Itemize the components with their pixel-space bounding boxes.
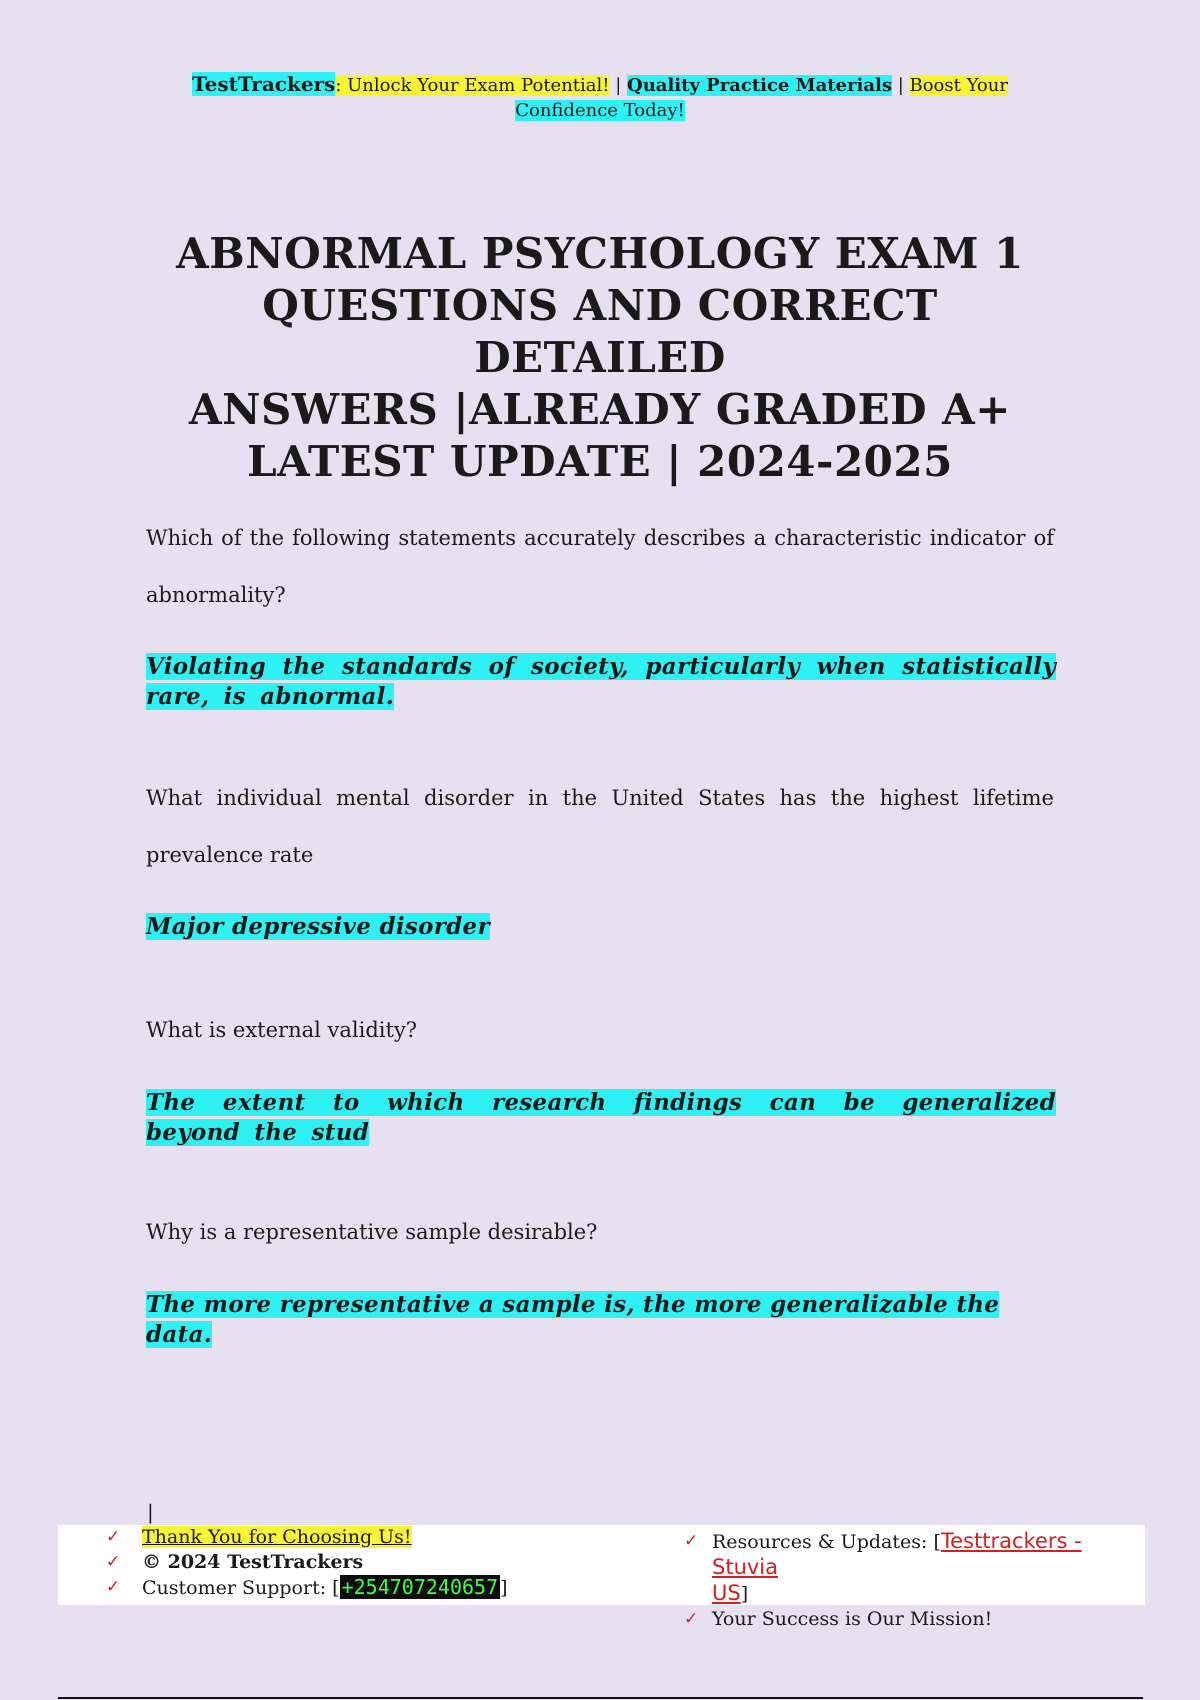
question-1: Which of the following statements accurately describes a characteristic indicator of abnormality?	[146, 526, 1054, 607]
title-line-3: ANSWERS |ALREADY GRADED A+	[189, 385, 1011, 434]
question-2: What individual mental disorder in the United States has the highest lifetime prevalence rate	[146, 786, 1054, 867]
check-icon: ✓	[684, 1609, 699, 1629]
header-separator: |	[891, 75, 910, 96]
resources-bracket-close: ]	[740, 1583, 749, 1605]
copyright-text: © 2024 TestTrackers	[142, 1551, 364, 1573]
answer-2-text: Major depressive disorder	[146, 913, 490, 940]
support-label: Customer Support:	[142, 1577, 333, 1599]
footer-item-support	[58, 1575, 508, 1601]
footer-item-mission	[618, 1607, 1138, 1632]
header-separator: :	[335, 75, 348, 96]
bottom-divider	[58, 1697, 1143, 1699]
text-cursor: |	[147, 1500, 154, 1524]
footer-left-column	[58, 1525, 508, 1601]
support-phone[interactable]: +254707240657	[341, 1575, 499, 1599]
mission-text: Your Success is Our Mission!	[712, 1608, 993, 1630]
header-tagline-2: Quality Practice Materials	[627, 75, 892, 96]
answer-4-text: The more representative a sample is, the more generalizable the data.	[146, 1291, 1000, 1348]
footer-item-resources	[618, 1529, 1138, 1607]
document-title	[140, 228, 1060, 488]
page-footer	[58, 1525, 1145, 1630]
answer-3-text: The extent to which research findings can be generalized beyond the stud	[146, 1089, 1056, 1146]
header-tagline-3b: Confidence Today!	[515, 100, 685, 121]
support-bracket-open: [	[332, 1577, 340, 1599]
footer-item-thanks	[58, 1525, 508, 1550]
answer-4	[146, 1290, 1056, 1350]
footer-right-column	[618, 1529, 1138, 1632]
answer-3	[146, 1088, 1056, 1148]
question-4: Why is a representative sample desirable?	[146, 1220, 598, 1244]
check-icon: ✓	[106, 1552, 121, 1572]
header-separator: |	[609, 75, 628, 96]
support-bracket-close: ]	[500, 1577, 508, 1599]
check-icon: ✓	[106, 1527, 121, 1547]
title-line-4: LATEST UPDATE | 2024-2025	[247, 437, 953, 486]
title-line-1: ABNORMAL PSYCHOLOGY EXAM 1	[176, 229, 1024, 278]
thanks-text: Thank You for Choosing Us!	[142, 1526, 412, 1548]
answer-1-text: Violating the standards of society, particularly when statistically rare, is abnormal.	[146, 653, 1056, 710]
answer-2	[146, 912, 1056, 942]
header-tagline-3a: Boost Your	[909, 75, 1008, 96]
footer-item-copyright	[58, 1550, 508, 1575]
resources-bracket-open: [	[933, 1531, 941, 1553]
brand-name: TestTrackers	[192, 72, 336, 96]
answer-1	[146, 652, 1056, 712]
title-line-2: QUESTIONS AND CORRECT DETAILED	[262, 281, 938, 382]
question-3: What is external validity?	[146, 1018, 418, 1042]
resources-link[interactable]: Testtrackers - Stuvia	[712, 1529, 1082, 1579]
resources-label: Resources & Updates:	[712, 1531, 934, 1553]
resources-link-continued[interactable]: US	[712, 1581, 741, 1605]
check-icon: ✓	[106, 1577, 121, 1597]
page-header	[160, 72, 1040, 123]
check-icon: ✓	[684, 1531, 699, 1551]
header-tagline-1: Unlock Your Exam Potential!	[347, 75, 610, 96]
